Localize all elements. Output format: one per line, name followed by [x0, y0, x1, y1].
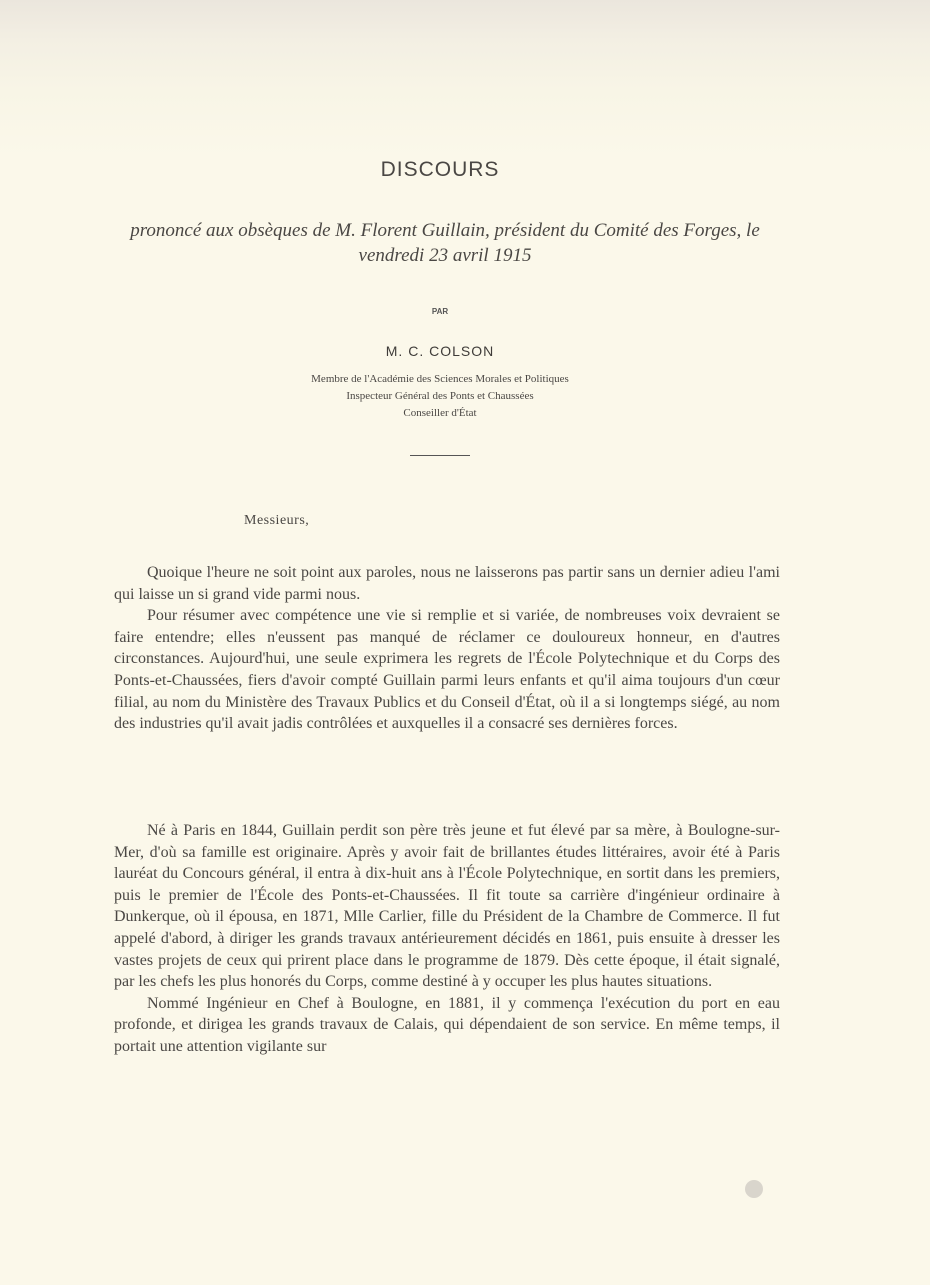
separator-rule: [410, 455, 470, 456]
credit-line: Inspecteur Général des Ponts et Chaussées: [346, 390, 534, 402]
author-credits: [0, 371, 880, 422]
body-paragraph: Quoique l'heure ne soit point aux paroles, nous ne laisserons pas partir sans un dernier adieu l'ami qui laisse un si grand vide parmi nous.: [114, 564, 780, 603]
document-title: DISCOURS: [380, 158, 500, 181]
document-subtitle: prononcé aux obsèques de M. Florent Guillain, président du Comité des Forges, le vendredi 23 avril 1915: [130, 220, 760, 266]
body-section-2: [114, 820, 780, 1058]
credit-line: Conseiller d'État: [403, 407, 477, 419]
credit-line: Membre de l'Académie des Sciences Morales et Politiques: [311, 373, 569, 385]
author-name: M. C. COLSON: [385, 343, 495, 359]
paper-speck: [745, 1180, 763, 1198]
body-paragraph: Nommé Ingénieur en Chef à Boulogne, en 1881, il y commença l'exécution du port en eau profonde, et dirigea les grands travaux de Calais, qui dépendaient de son service. En même temps, il portait une attention vigilante sur: [114, 994, 780, 1055]
body-paragraph: Pour résumer avec compétence une vie si remplie et si variée, de nombreuses voix devraient se faire entendre; elles n'eussent pas manqué de réclamer ce douloureux honneur, en d'autres circonstances. Aujourd'hui, une seule exprimera les regrets de l'École Polytechnique et du Corps des Ponts-et-Chaussées, fiers d'avoir compté Guillain parmi leurs enfants et qu'il aima toujours d'un cœur filial, au nom du Ministère des Travaux Publics et du Conseil d'État, où il a si longtemps siégé, au nom des industries qu'il avait jadis contrôlées et auxquelles il a consacré ses dernières forces.: [114, 607, 780, 733]
body-paragraph: Né à Paris en 1844, Guillain perdit son père très jeune et fut élevé par sa mère, à Boulogne-sur-Mer, d'où sa famille est originaire. Après y avoir fait de brillantes études littéraires, avoir été à Paris lauréat du Concours général, il entra à dix-huit ans à l'École Polytechnique, en sortit dans les premiers, puis le premier de l'École des Ponts-et-Chaussées. Il fit toute sa carrière d'ingénieur ordinaire à Dunkerque, où il épousa, en 1871, Mlle Carlier, fille du Président de la Chambre de Commerce. Il fut appelé d'abord, à diriger les grands travaux antérieurement décidés en 1861, puis ensuite à dresser les vastes projets de ceux qui prirent place dans le programme de 1879. Dès cette époque, il était signalé, par les chefs les plus honorés du Corps, comme destiné à y occuper les plus hautes situations.: [114, 822, 780, 991]
body-section-1: [114, 562, 780, 735]
salutation: Messieurs,: [244, 513, 310, 528]
by-label: PAR: [431, 307, 449, 316]
